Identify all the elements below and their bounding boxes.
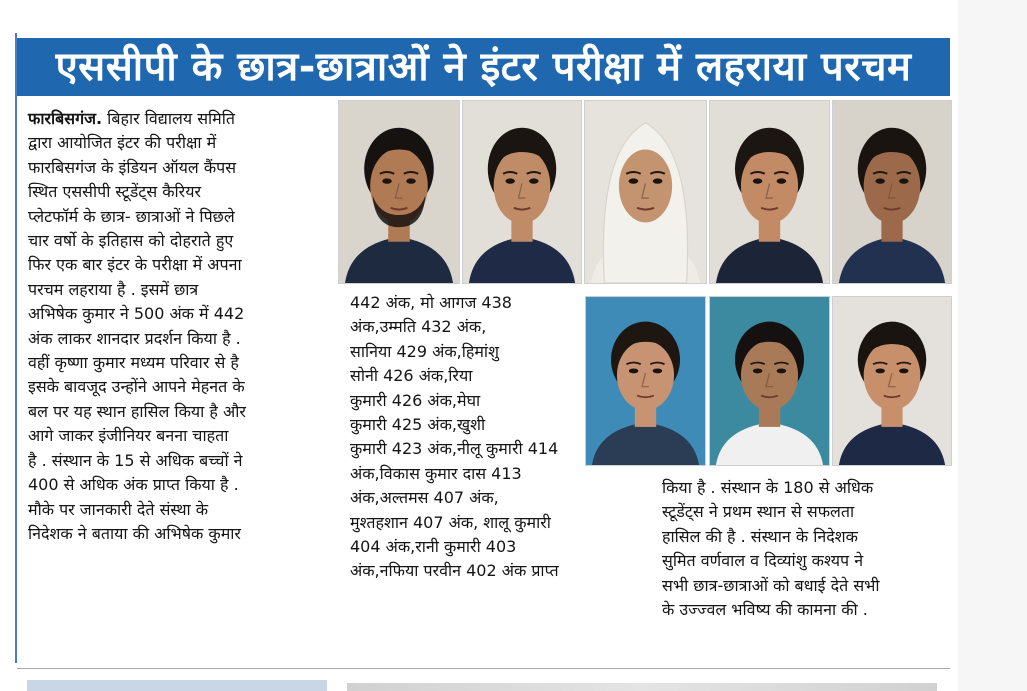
article-text: स्थित एससीपी स्टूडेंट्स कैरियर	[28, 182, 202, 202]
article-line: कुमारी 423 अंक,नीलू कुमारी 414	[350, 439, 559, 459]
article-line: अंक,अल्तमस 407 अंक,	[350, 488, 499, 508]
article-line	[28, 156, 333, 180]
article-line: सानिया 429 अंक,हिमांशु	[350, 341, 499, 361]
portrait-graphic	[710, 297, 829, 465]
article-line	[28, 449, 333, 473]
article-line: किया है . संस्थान के 180 से अधिक	[662, 478, 874, 497]
portrait-graphic	[833, 297, 951, 465]
article-text: अभिषेक कुमार ने 500 अंक में 442	[28, 304, 245, 324]
article-line: 404 अंक,रानी कुमारी 403	[350, 537, 517, 557]
article-line: सुमित वर्णवाल व दिव्यांशु कश्यप ने	[662, 551, 864, 571]
article-text: वहीं कृष्णा कुमार मध्यम परिवार से है	[28, 353, 239, 373]
article-text: फारबिसगंज के इंडियन ऑयल कैंपस	[28, 157, 237, 177]
article-line	[28, 498, 333, 522]
dateline: फारबिसगंज.	[28, 109, 103, 128]
column-border	[15, 33, 17, 663]
article-line	[28, 522, 333, 546]
student-photo-2	[462, 100, 582, 284]
student-photo-8	[832, 296, 952, 466]
article-line	[28, 131, 333, 155]
portrait-graphic	[339, 101, 459, 283]
article-line	[28, 400, 333, 424]
article-text: है . संस्थान के 15 से अधिक बच्चों ने	[28, 450, 243, 470]
article-text: आगे जाकर इंजीनियर बनना चाहता	[28, 426, 229, 446]
article-line: अंक,विकास कुमार दास 413	[350, 463, 522, 483]
student-photo-5	[832, 100, 952, 284]
article-line	[28, 351, 333, 375]
student-photo-4	[709, 100, 830, 284]
article-text: अंक लाकर शानदार प्रदर्शन किया है .	[28, 328, 241, 348]
article-column-3	[662, 476, 957, 622]
article-line: कुमारी 425 अंक,खुशी	[350, 415, 486, 435]
article-line	[28, 205, 333, 229]
article-text: द्वारा आयोजित इंटर की परीक्षा में	[28, 133, 217, 153]
article-line	[28, 278, 333, 302]
article-text: फिर एक बार इंटर के परीक्षा में अपना	[28, 255, 242, 275]
article-text: मौके पर जानकारी देते संस्था के	[28, 499, 209, 519]
article-text: निदेशक ने बताया की अभिषेक कुमार	[28, 523, 241, 543]
article-text: 400 से अधिक अंक प्राप्त किया है .	[28, 475, 239, 495]
article-line: स्टूडेंट्स ने प्रथम स्थान से सफलता	[662, 502, 855, 522]
article-text: चार वर्षो के इतिहास को दोहराते हुए	[28, 231, 234, 251]
article-line: कुमारी 426 अंक,मेघा	[350, 390, 481, 410]
portrait-graphic	[833, 101, 951, 283]
portrait-graphic	[710, 101, 829, 283]
article-line: सभी छात्र-छात्राओं को बधाई देते सभी	[662, 575, 880, 595]
student-photo-7	[709, 296, 830, 466]
article-line: मुश्तहशान 407 अंक, शालू कुमारी	[350, 512, 551, 532]
article-line	[28, 473, 333, 497]
article-line: हासिल की है . संस्थान के निदेशक	[662, 526, 858, 546]
article-text: बिहार विद्यालय समिति	[102, 109, 235, 128]
headline: एससीपी के छात्र-छात्राओं ने इंटर परीक्षा में लहराया परचम	[17, 38, 950, 96]
article-line	[28, 302, 333, 326]
page-margin	[958, 0, 1027, 691]
portrait-graphic	[585, 101, 706, 283]
section-divider	[17, 668, 950, 669]
article-text: प्लेटफॉर्म के छात्र- छात्राओं ने पिछले	[28, 206, 235, 226]
next-article-strip	[17, 676, 950, 691]
article-line: 442 अंक, मो आगज 438	[350, 293, 512, 312]
article-line	[28, 375, 333, 399]
article-text: परचम लहराया है . इसमें छात्र	[28, 279, 199, 299]
article-text: इसके बावजूद उन्होंने आपने मेहनत के	[28, 377, 245, 397]
article-line	[28, 107, 333, 131]
article-text: बल पर यह स्थान हासिल किया है और	[28, 401, 246, 421]
student-photo-3	[584, 100, 707, 284]
article-column-1	[28, 107, 333, 546]
article-line	[28, 424, 333, 448]
portrait-graphic	[586, 297, 705, 465]
article-line: अंक,उम्मति 432 अंक,	[350, 317, 487, 337]
next-headline-band	[27, 680, 327, 691]
portrait-graphic	[463, 101, 581, 283]
article-line	[28, 229, 333, 253]
article-line	[28, 327, 333, 351]
article-line: के उज्ज्वल भविष्य की कामना की .	[662, 600, 868, 620]
student-photo-6	[585, 296, 706, 466]
article-line: सोनी 426 अंक,रिया	[350, 366, 473, 386]
article-line	[28, 180, 333, 204]
article-line: अंक,नफिया परवीन 402 अंक प्राप्त	[350, 561, 559, 581]
article-line	[28, 253, 333, 277]
student-photo-1	[338, 100, 460, 284]
next-text-band	[347, 683, 937, 691]
